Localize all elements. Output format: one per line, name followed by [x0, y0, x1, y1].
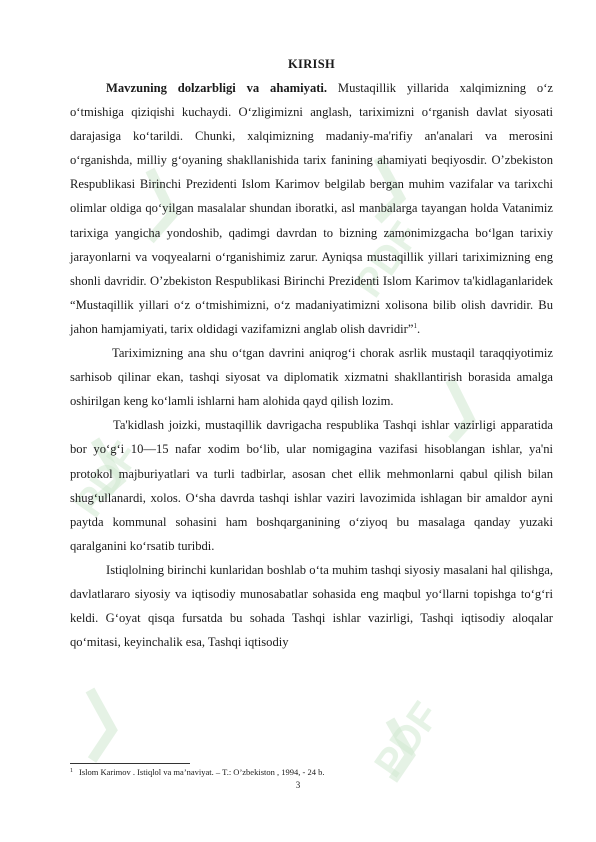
- paragraph-text: Ta'kidlash joizki, mustaqillik davrigacha respublika Tashqi ishlar vazirligi apparatida bor yo‘g‘i 10—15 nafar xodim bo‘lib, ular nomigagina vazifasi hisoblangan ishlar, ya'ni protokol majburiyatlari va turli tadbirlar, asosan chet ellik mehmonlarni qabul qilish bilan shug‘ullanardi, xolos. O‘sha davrda tashqi ishlar vaziri lavozimida ishlagan bir amaldor ayni paytda kommunal sohasini ham boshqarganining o‘ziyoq bu masalaga qanday yuzaki qaralganini ko‘rsatib turibdi.: [70, 418, 553, 553]
- page-content: [70, 56, 553, 654]
- watermark-text: PDF: [346, 214, 429, 306]
- paragraph-1: [70, 76, 553, 341]
- paragraph-text: Istiqlolning birinchi kunlaridan boshlab o‘ta muhim tashqi siyosiy masalani hal qilishga, davlatlararo siyosiy va iqtisodiy munosabatlar sohasida eng maqbul yo‘llarni topishga to‘g‘ri keldi. G‘oyat qisqa fursatda bu sohada Tashqi ishlar vazirligi, Tashqi iqtisodiy aloqalar qo‘mitasi, keyinchalik esa, Tashqi iqtisodiy: [70, 562, 553, 650]
- paragraph-2: [70, 341, 553, 413]
- paragraph-4: [70, 558, 553, 654]
- page-number: 3: [295, 780, 301, 790]
- watermark-text: PDF: [366, 694, 449, 786]
- paragraph-3: [70, 413, 553, 558]
- footnote: [70, 767, 553, 778]
- paragraph-lead: Mavzuning dolzarbligi va ahamiyati.: [106, 81, 328, 95]
- paragraph-text: Mustaqillik yillarida xalqimizning o‘z o‘tmishiga qiziqishi kuchaydi. O‘zligimizni anglash, tariximizni o‘rganish davlat siyosati darajasiga ko‘tarildi. Chunki, xalqimizning madaniy-ma'rifiy an'analari va merosini o‘rganishda, milliy g‘oyaning shakllanishida tarix fanining ahamiyati beqiyosdir. O’zbekiston Respublikasi Birinchi Prezidenti Islom Karimov belgilab bergan muhim vazifalar va tarixchi olimlar oldiga qo‘yilgan masalalar shundan iboratki, asl manbalarga tayangan holda Vatanimiz tarixiga yangicha yondoshib, qadimgi davrdan to bizning zamonimizgacha bo‘lgan tarixiy jarayonlarni va voqyealarni o‘rganishimiz zarur. Ayniqsa mustaqillik yillari tariximizning eng shonli davridir. O’zbekiston Respublikasi Birinchi Prezidenti Islom Karimov ta'kidlaganlaridek “Mustaqillik yillari o‘z o‘tmishimizni, o‘z madaniyatimizni xolisona bilib olish davridir. Bu jahon hamjamiyati, tarix oldidagi vazifamizni anglab olish davridir”: [70, 81, 553, 336]
- footnote-text: Islom Karimov . Istiqlol va ma’naviyat. – T.: O’zbekiston , 1994, - 24 b.: [79, 767, 325, 777]
- footnote-divider: [70, 763, 190, 764]
- footnote-mark: 1: [70, 768, 73, 774]
- page-title: KIRISH: [288, 57, 335, 71]
- watermark-text: PDF: [66, 434, 149, 526]
- paragraph-text: Tariximizning ana shu o‘tgan davrini aniqrog‘i chorak asrlik mustaqil taraqqiyotimiz sarhisob qilinar ekan, tashqi siyosat va diplomatik xizmatni shakllantirish borasida amalga oshirilgan keng ko‘lamli ishlarni ham alohida qayd qilish lozim.: [70, 346, 553, 409]
- footnote-reference[interactable]: 1: [413, 321, 417, 330]
- paragraph-tail: .: [416, 321, 421, 336]
